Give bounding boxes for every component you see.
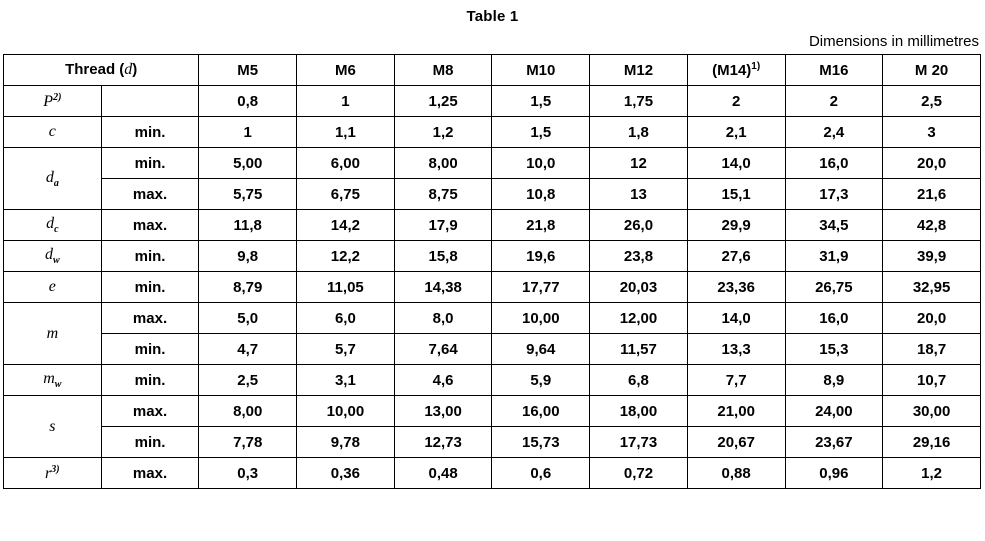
cell-value: 21,00 — [687, 396, 785, 427]
table-row — [4, 458, 981, 489]
cell-value: 23,67 — [785, 427, 883, 458]
cell-value: 21,8 — [492, 210, 590, 241]
cell-value: 32,95 — [883, 272, 981, 303]
cell-value: 0,72 — [590, 458, 688, 489]
cell-value: 2,1 — [687, 117, 785, 148]
row-symbol-e: e — [4, 272, 102, 303]
cell-value: 1,2 — [394, 117, 492, 148]
cell-value: 27,6 — [687, 241, 785, 272]
cell-value: 4,7 — [199, 334, 297, 365]
cell-value: 8,00 — [199, 396, 297, 427]
row-qualifier: max. — [101, 210, 199, 241]
row-qualifier: max. — [101, 303, 199, 334]
cell-value: 2 — [785, 86, 883, 117]
cell-value: 21,6 — [883, 179, 981, 210]
cell-value: 0,88 — [687, 458, 785, 489]
cell-value: 16,0 — [785, 303, 883, 334]
cell-value: 29,16 — [883, 427, 981, 458]
cell-value: 2,4 — [785, 117, 883, 148]
cell-value: 11,05 — [297, 272, 395, 303]
row-qualifier: min. — [101, 148, 199, 179]
header-col-m6: M6 — [297, 55, 395, 86]
cell-value: 0,36 — [297, 458, 395, 489]
cell-value: 8,00 — [394, 148, 492, 179]
cell-value: 0,6 — [492, 458, 590, 489]
cell-value: 1,2 — [883, 458, 981, 489]
cell-value: 18,00 — [590, 396, 688, 427]
row-symbol-mw: $m_w$ — [4, 365, 102, 396]
cell-value: 10,8 — [492, 179, 590, 210]
table-row — [4, 334, 981, 365]
table-row — [4, 396, 981, 427]
header-col-m14-label: $(M14)^{1)}$ — [712, 61, 761, 79]
cell-value: 7,64 — [394, 334, 492, 365]
cell-value: 15,73 — [492, 427, 590, 458]
cell-value: 26,75 — [785, 272, 883, 303]
table-row — [4, 86, 981, 117]
row-symbol-dc: $d_c$ — [4, 210, 102, 241]
row-qualifier: max. — [101, 179, 199, 210]
cell-value: 1,5 — [492, 117, 590, 148]
row-qualifier: max. — [101, 396, 199, 427]
cell-value: 0,3 — [199, 458, 297, 489]
cell-value: 16,0 — [785, 148, 883, 179]
cell-value: 8,9 — [785, 365, 883, 396]
header-col-m10: M10 — [492, 55, 590, 86]
cell-value: 16,00 — [492, 396, 590, 427]
cell-value: 5,9 — [492, 365, 590, 396]
cell-value: 0,8 — [199, 86, 297, 117]
cell-value: 9,78 — [297, 427, 395, 458]
cell-value: 6,0 — [297, 303, 395, 334]
row-symbol-s: s — [4, 396, 102, 458]
cell-value: 39,9 — [883, 241, 981, 272]
cell-value: 5,7 — [297, 334, 395, 365]
row-qualifier — [101, 86, 199, 117]
cell-value: 17,3 — [785, 179, 883, 210]
cell-value: 4,6 — [394, 365, 492, 396]
cell-value: 13,3 — [687, 334, 785, 365]
row-qualifier: max. — [101, 458, 199, 489]
cell-value: 23,8 — [590, 241, 688, 272]
cell-value: 42,8 — [883, 210, 981, 241]
table-header-row — [4, 55, 981, 86]
dimensions-note: Dimensions in millimetres — [808, 33, 979, 50]
cell-value: 9,64 — [492, 334, 590, 365]
cell-value: 3 — [883, 117, 981, 148]
cell-value: 20,0 — [883, 148, 981, 179]
cell-value: 9,8 — [199, 241, 297, 272]
row-symbol-dw: $d_w$ — [4, 241, 102, 272]
row-qualifier: min. — [101, 365, 199, 396]
cell-value: 14,0 — [687, 303, 785, 334]
cell-value: 1,1 — [297, 117, 395, 148]
cell-value: 14,2 — [297, 210, 395, 241]
row-qualifier: min. — [101, 241, 199, 272]
header-col-m12: M12 — [590, 55, 688, 86]
cell-value: 7,78 — [199, 427, 297, 458]
header-col-m5: M5 — [199, 55, 297, 86]
table-row — [4, 365, 981, 396]
cell-value: 20,03 — [590, 272, 688, 303]
page-title: Table 1 — [466, 8, 519, 25]
cell-value: 23,36 — [687, 272, 785, 303]
cell-value: 20,0 — [883, 303, 981, 334]
cell-value: 8,75 — [394, 179, 492, 210]
cell-value: 11,57 — [590, 334, 688, 365]
cell-value: 12,73 — [394, 427, 492, 458]
table-row — [4, 272, 981, 303]
header-col-m8: M8 — [394, 55, 492, 86]
cell-value: 1 — [297, 86, 395, 117]
cell-value: 5,0 — [199, 303, 297, 334]
cell-value: 30,00 — [883, 396, 981, 427]
cell-value: 10,7 — [883, 365, 981, 396]
row-qualifier: min. — [101, 427, 199, 458]
table-body — [4, 86, 981, 489]
row-symbol-da: $d_a$ — [4, 148, 102, 210]
cell-value: 10,00 — [297, 396, 395, 427]
cell-value: 5,00 — [199, 148, 297, 179]
cell-value: 10,00 — [492, 303, 590, 334]
table-row — [4, 241, 981, 272]
cell-value: 6,75 — [297, 179, 395, 210]
header-col-m14 — [687, 55, 785, 86]
cell-value: 13,00 — [394, 396, 492, 427]
cell-value: 13 — [590, 179, 688, 210]
cell-value: 20,67 — [687, 427, 785, 458]
cell-value: 1,25 — [394, 86, 492, 117]
table-row — [4, 210, 981, 241]
cell-value: 24,00 — [785, 396, 883, 427]
cell-value: 31,9 — [785, 241, 883, 272]
header-col-m16: M16 — [785, 55, 883, 86]
cell-value: 15,8 — [394, 241, 492, 272]
cell-value: 14,38 — [394, 272, 492, 303]
cell-value: 12,00 — [590, 303, 688, 334]
cell-value: 34,5 — [785, 210, 883, 241]
cell-value: 6,00 — [297, 148, 395, 179]
cell-value: 17,9 — [394, 210, 492, 241]
cell-value: 17,73 — [590, 427, 688, 458]
table-row — [4, 148, 981, 179]
specification-table — [3, 54, 981, 489]
cell-value: 0,96 — [785, 458, 883, 489]
header-thread — [4, 55, 199, 86]
cell-value: 1 — [199, 117, 297, 148]
row-qualifier: min. — [101, 272, 199, 303]
cell-value: 2,5 — [199, 365, 297, 396]
cell-value: 5,75 — [199, 179, 297, 210]
cell-value: 7,7 — [687, 365, 785, 396]
cell-value: 14,0 — [687, 148, 785, 179]
row-symbol-p: $P^{2)}$ — [4, 86, 102, 117]
header-col-m20: M 20 — [883, 55, 981, 86]
cell-value: 15,1 — [687, 179, 785, 210]
cell-value: 8,0 — [394, 303, 492, 334]
table-row — [4, 427, 981, 458]
cell-value: 17,77 — [492, 272, 590, 303]
row-symbol-m: m — [4, 303, 102, 365]
table-row — [4, 179, 981, 210]
row-qualifier: min. — [101, 117, 199, 148]
table-row — [4, 303, 981, 334]
cell-value: 2 — [687, 86, 785, 117]
cell-value: 0,48 — [394, 458, 492, 489]
cell-value: 2,5 — [883, 86, 981, 117]
cell-value: 29,9 — [687, 210, 785, 241]
header-thread-label: Thread (d) — [65, 61, 138, 78]
document-page — [0, 8, 985, 541]
row-symbol-c: c — [4, 117, 102, 148]
cell-value: 11,8 — [199, 210, 297, 241]
cell-value: 12,2 — [297, 241, 395, 272]
cell-value: 10,0 — [492, 148, 590, 179]
cell-value: 15,3 — [785, 334, 883, 365]
cell-value: 8,79 — [199, 272, 297, 303]
table-row — [4, 117, 981, 148]
row-qualifier: min. — [101, 334, 199, 365]
row-symbol-r: $r^{3)}$ — [4, 458, 102, 489]
cell-value: 1,5 — [492, 86, 590, 117]
cell-value: 19,6 — [492, 241, 590, 272]
cell-value: 6,8 — [590, 365, 688, 396]
cell-value: 18,7 — [883, 334, 981, 365]
cell-value: 1,75 — [590, 86, 688, 117]
cell-value: 3,1 — [297, 365, 395, 396]
cell-value: 1,8 — [590, 117, 688, 148]
cell-value: 26,0 — [590, 210, 688, 241]
cell-value: 12 — [590, 148, 688, 179]
